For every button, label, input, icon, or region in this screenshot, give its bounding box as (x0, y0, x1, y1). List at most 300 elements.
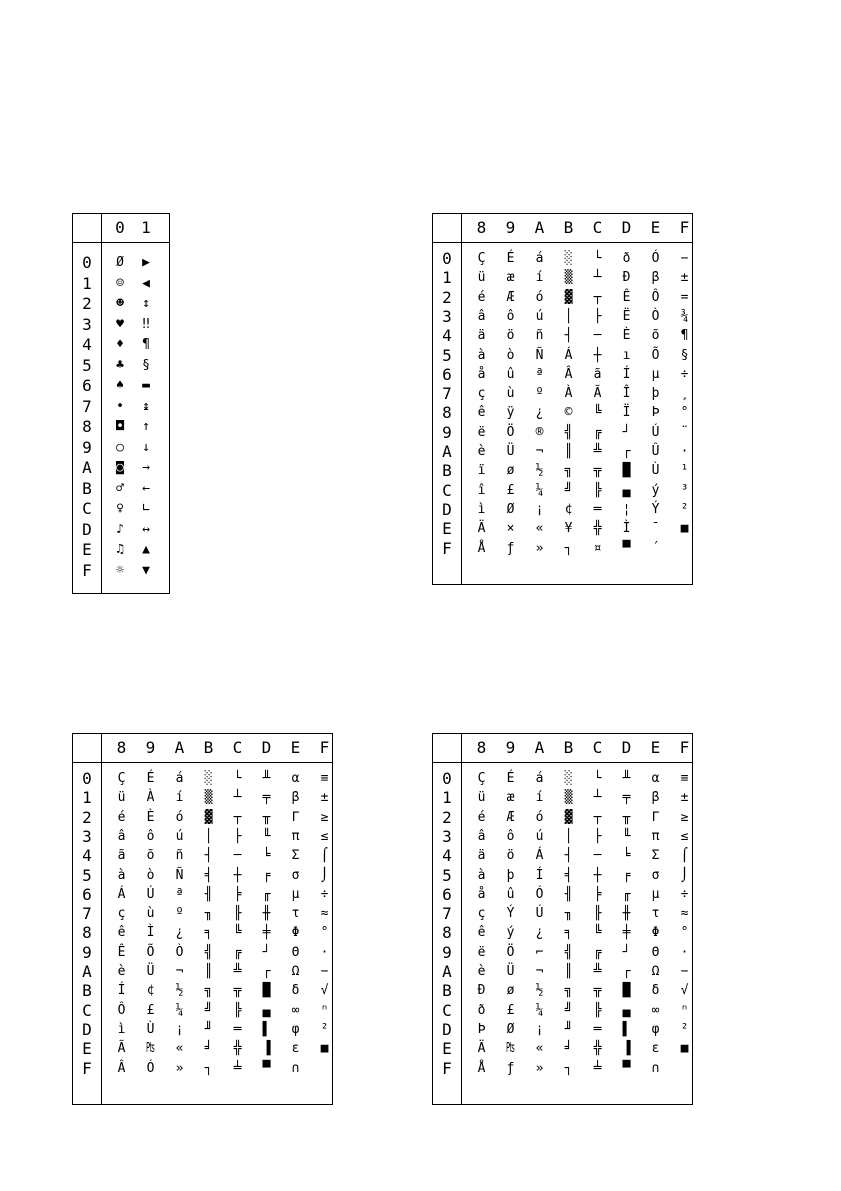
glyph-cell: Ω (291, 964, 300, 979)
glyph-cell: ├ (233, 828, 242, 844)
column-header: 1 (141, 218, 151, 237)
glyph-cell: ½ (175, 983, 184, 999)
glyph-cell: Å (477, 1060, 486, 1076)
glyph-cell: Γ (651, 809, 660, 825)
column-header: B (203, 738, 214, 757)
column-header: 0 (115, 218, 125, 237)
glyph-cell: Ö (506, 944, 515, 960)
glyph-cell: ↨ (142, 398, 150, 414)
glyph-cell: í (535, 270, 544, 286)
glyph-cell: ╔ (233, 944, 242, 960)
row-label: 0 (442, 769, 452, 788)
row-label: 5 (82, 865, 92, 885)
glyph-cell: ã (593, 366, 602, 382)
glyph-cell: ∩ (291, 1060, 300, 1076)
glyph-cell: ├ (593, 308, 602, 324)
glyph-cell: ┤ (564, 848, 573, 864)
glyph-cell: ª (535, 366, 544, 382)
glyph-cell: σ (291, 867, 300, 883)
column-header: C (232, 738, 243, 757)
glyph-cell: þ (651, 386, 660, 402)
glyph-cell: ╚ (593, 925, 602, 941)
glyph-cell: Ü (506, 444, 515, 459)
glyph-cell: ▐ (622, 1041, 631, 1057)
glyph-cell: ▐ (262, 1041, 271, 1057)
glyph-cell: ó (175, 809, 184, 825)
glyph-cell: ♠ (116, 378, 124, 393)
glyph-cell: ▓ (204, 809, 213, 825)
glyph-cell: Σ (651, 848, 660, 864)
glyph-cell: ╗ (564, 983, 573, 999)
glyph-cell: ░ (204, 771, 213, 786)
glyph-cell: Ù (651, 463, 660, 479)
glyph-cell: ² (680, 1021, 689, 1037)
glyph-cell: Ç (477, 251, 486, 266)
glyph-cell: ╛ (204, 1041, 213, 1057)
glyph-cell: ♦ (116, 337, 124, 352)
glyph-cell: º (175, 906, 184, 922)
glyph-cell: Ú (146, 886, 155, 902)
glyph-cell: Î (622, 386, 631, 402)
row-label: E (82, 1039, 92, 1059)
glyph-cell: ¸ (680, 386, 689, 402)
glyph-cell: Ú (651, 424, 660, 440)
glyph-cell: » (175, 1060, 184, 1076)
glyph-cell: ┘ (622, 944, 631, 960)
glyph-cell: ¢ (564, 501, 573, 517)
column-header: E (650, 218, 661, 237)
glyph-cell: Ò (175, 944, 184, 960)
glyph-cell: ║ (204, 964, 213, 979)
glyph-cell: õ (146, 848, 155, 864)
glyph-cell: → (142, 460, 150, 475)
glyph-cell: Ø (506, 501, 515, 517)
glyph-cell: ┘ (622, 424, 631, 440)
glyph-cell: ■ (320, 1041, 329, 1057)
row-label: 8 (442, 403, 452, 423)
glyph-cell: ☺ (116, 275, 124, 291)
glyph-cell: µ (291, 886, 300, 902)
glyph-cell: ╪ (262, 925, 271, 941)
glyph-cell: ¡ (535, 1021, 544, 1037)
glyph-cell: è (477, 444, 486, 459)
glyph-cell: ô (146, 828, 155, 844)
glyph-cell: ï (477, 463, 486, 479)
glyph-cell: ¿ (535, 925, 544, 941)
code-page-table-bottom-left (72, 733, 333, 1105)
glyph-cell: £ (506, 1002, 515, 1018)
glyph-cell: ë (477, 944, 486, 960)
glyph-cell: ╠ (593, 1002, 602, 1018)
glyph-cell: ç (117, 906, 126, 922)
glyph-cell: ° (680, 405, 689, 421)
glyph-cell: ♫ (116, 542, 124, 557)
glyph-cell: ¬ (535, 444, 544, 459)
glyph-cell: ╗ (564, 463, 573, 479)
glyph-cell: Ó (146, 1060, 155, 1076)
glyph-cell: ò (146, 867, 155, 883)
glyph-cell: Ø (506, 1021, 515, 1037)
glyph-cell: Ã (117, 1041, 126, 1057)
row-label-divider (461, 734, 462, 1104)
glyph-cell: ü (117, 790, 126, 806)
row-label: C (82, 1000, 92, 1020)
glyph-cell: ∟ (142, 501, 150, 516)
glyph-cell: ╞ (593, 886, 602, 902)
glyph-cell: « (535, 521, 544, 537)
glyph-cell: Æ (506, 289, 515, 305)
glyph-cell: ← (142, 480, 150, 496)
glyph-cell: Ð (477, 983, 486, 999)
glyph-cell: Í (117, 983, 126, 999)
glyph-cell: ╧ (593, 1060, 602, 1076)
column-header: A (174, 738, 185, 757)
glyph-cell: ┐ (564, 540, 573, 556)
glyph-cell: µ (651, 366, 660, 382)
column-header: E (650, 738, 661, 757)
glyph-cell: ý (651, 482, 660, 498)
glyph-cell: è (117, 964, 126, 979)
glyph-cell: ¨ (680, 424, 689, 440)
glyph-cell: ╝ (564, 482, 573, 498)
row-label: 1 (442, 268, 452, 288)
row-label-divider (101, 214, 102, 593)
glyph-cell: Ò (651, 308, 660, 324)
glyph-cell: ⁿ (680, 1002, 689, 1018)
glyph-cell: ╖ (564, 906, 573, 922)
glyph-cell: ¥ (564, 521, 573, 537)
glyph-cell: ╨ (262, 771, 271, 786)
row-label: 9 (82, 437, 92, 457)
row-label: 4 (82, 846, 92, 866)
glyph-cell: Þ (477, 1021, 486, 1037)
glyph-cell: δ (651, 983, 660, 999)
row-label: 4 (442, 326, 452, 346)
glyph-cell: × (506, 521, 515, 537)
glyph-cell: ↑ (142, 419, 150, 434)
row-label: C (442, 1000, 452, 1020)
row-label: B (442, 981, 452, 1001)
glyph-cell: £ (146, 1002, 155, 1018)
glyph-cell: ╩ (593, 964, 602, 979)
glyph-cell: ╣ (564, 424, 573, 440)
glyph-cell: ▀ (622, 540, 631, 556)
glyph-cell: í (535, 790, 544, 806)
glyph-cell: ┌ (262, 964, 271, 979)
row-label-divider (461, 214, 462, 584)
glyph-cell: á (535, 771, 544, 786)
glyph-cell: ▲ (142, 542, 150, 557)
glyph-cell: é (117, 809, 126, 825)
header-divider (73, 762, 332, 763)
glyph-cell: Φ (291, 925, 300, 941)
glyph-cell: ┴ (593, 790, 602, 806)
glyph-cell: ═ (593, 1021, 602, 1037)
glyph-cell: û (506, 886, 515, 902)
glyph-cell: ÿ (506, 405, 515, 421)
glyph-cell: · (680, 444, 689, 459)
glyph-cell: é (477, 289, 486, 305)
glyph-cell: β (651, 790, 660, 806)
row-label: 6 (82, 884, 92, 904)
glyph-cell: Õ (651, 347, 660, 363)
glyph-cell: ◀ (142, 275, 150, 291)
glyph-cell: þ (506, 867, 515, 883)
glyph-cell: ð (477, 1002, 486, 1018)
glyph-cell: ¼ (535, 1002, 544, 1018)
glyph-cell: ² (680, 501, 689, 517)
glyph-cell: û (506, 366, 515, 382)
glyph-cell: ╔ (593, 424, 602, 440)
glyph-cell: ╬ (593, 1041, 602, 1057)
glyph-cell: Ù (146, 1021, 155, 1037)
glyph-cell: ░ (564, 251, 573, 266)
glyph-cell: ≈ (680, 906, 689, 922)
row-label: 7 (442, 904, 452, 924)
glyph-cell: ╦ (593, 983, 602, 999)
glyph-cell: ä (477, 328, 486, 344)
glyph-cell: © (564, 405, 573, 421)
glyph-cell: Õ (146, 944, 155, 960)
glyph-cell: Ó (651, 251, 660, 266)
glyph-cell: ê (477, 925, 486, 941)
glyph-cell: ì (477, 501, 486, 517)
glyph-cell: õ (651, 328, 660, 344)
glyph-cell: Ê (117, 944, 126, 960)
glyph-cell: ø (506, 983, 515, 999)
glyph-cell: ≥ (320, 809, 329, 825)
column-header: B (563, 738, 574, 757)
glyph-cell: ≥ (680, 809, 689, 825)
glyph-cell: Ç (117, 771, 126, 786)
glyph-cell: ╕ (204, 925, 213, 941)
glyph-cell: ▶ (142, 255, 150, 270)
glyph-cell: Ý (506, 906, 515, 922)
row-label: 0 (442, 249, 452, 268)
glyph-cell: ├ (593, 828, 602, 844)
glyph-cell: ± (680, 790, 689, 806)
glyph-cell: ╡ (564, 867, 573, 883)
row-label: E (82, 540, 92, 559)
column-header: D (261, 738, 272, 757)
glyph-cell: ð (622, 251, 631, 266)
code-page-table-control-chars (72, 213, 170, 594)
glyph-cell: ┴ (593, 270, 602, 286)
column-header: 8 (476, 738, 487, 757)
glyph-cell: ú (535, 308, 544, 324)
glyph-cell: ë (477, 424, 486, 440)
glyph-cell: æ (506, 790, 515, 806)
glyph-cell: ╚ (593, 405, 602, 421)
column-header: D (621, 218, 632, 237)
glyph-cell: ⁿ (320, 1002, 329, 1018)
glyph-cell: ¹ (680, 463, 689, 479)
glyph-cell: ù (506, 386, 515, 402)
glyph-cell: − (680, 964, 689, 979)
row-label: 1 (82, 788, 92, 808)
glyph-cell: ó (535, 809, 544, 825)
glyph-cell: ╠ (593, 482, 602, 498)
glyph-cell: ⌠ (680, 848, 689, 864)
glyph-cell: Â (564, 366, 573, 382)
glyph-cell: ▌ (262, 1021, 271, 1037)
column-header: E (290, 738, 301, 757)
glyph-cell: ╣ (564, 944, 573, 960)
header-divider (433, 242, 692, 243)
glyph-cell: ⌡ (320, 867, 329, 883)
glyph-cell: ³ (680, 482, 689, 498)
row-label: 9 (82, 942, 92, 962)
glyph-cell: ⌐ (535, 944, 544, 960)
glyph-cell: ┤ (204, 848, 213, 864)
row-label: F (442, 538, 452, 558)
row-label: F (442, 1058, 452, 1078)
glyph-cell: ▒ (564, 790, 573, 806)
glyph-cell: ê (117, 925, 126, 941)
glyph-cell: ® (535, 424, 544, 440)
row-label: 2 (82, 294, 92, 313)
glyph-cell: ´ (651, 540, 660, 556)
glyph-cell: ▀ (622, 1060, 631, 1076)
glyph-cell: ö (506, 848, 515, 864)
glyph-cell: µ (651, 886, 660, 902)
glyph-cell: ╚ (233, 925, 242, 941)
glyph-cell: Ñ (535, 347, 544, 363)
column-header: F (679, 218, 690, 237)
glyph-cell: ¶ (142, 337, 150, 352)
glyph-cell: ⌡ (680, 867, 689, 883)
glyph-cell: É (506, 771, 515, 786)
glyph-cell: ┼ (233, 867, 242, 883)
glyph-cell: √ (320, 983, 329, 999)
glyph-cell: ½ (535, 463, 544, 479)
glyph-cell: ╒ (262, 867, 271, 883)
glyph-cell: ≈ (320, 906, 329, 922)
glyph-cell: ñ (535, 328, 544, 344)
glyph-cell: ı (622, 347, 631, 363)
glyph-cell: ╣ (204, 944, 213, 960)
glyph-cell: ┼ (593, 867, 602, 883)
glyph-cell: ┴ (233, 790, 242, 806)
glyph-cell: ╜ (204, 1021, 213, 1037)
row-label: A (82, 458, 92, 477)
glyph-cell: ¿ (175, 925, 184, 941)
row-label: A (442, 962, 452, 981)
glyph-cell: ╤ (262, 790, 271, 806)
glyph-cell: ▓ (564, 809, 573, 825)
glyph-cell: ═ (593, 501, 602, 517)
row-label: B (82, 981, 92, 1001)
glyph-cell: ║ (564, 964, 573, 979)
glyph-cell: ╕ (564, 925, 573, 941)
row-label: 3 (82, 826, 92, 846)
row-label: 5 (82, 355, 92, 375)
glyph-cell: Ô (651, 289, 660, 305)
glyph-cell: ╛ (564, 1041, 573, 1057)
row-label: 7 (442, 384, 452, 404)
glyph-cell: σ (651, 867, 660, 883)
glyph-cell: é (477, 809, 486, 825)
row-label: 6 (82, 376, 92, 395)
glyph-cell: ╦ (233, 983, 242, 999)
row-label: 8 (82, 417, 92, 436)
glyph-cell: Θ (291, 944, 300, 960)
glyph-cell: ¡ (535, 501, 544, 517)
glyph-cell: ▒ (564, 270, 573, 286)
glyph-cell: Ã (593, 386, 602, 402)
row-label: 9 (442, 422, 452, 442)
row-label: 1 (442, 788, 452, 808)
glyph-cell: ╙ (622, 828, 631, 844)
glyph-cell: █ (262, 983, 271, 999)
glyph-cell: » (535, 1060, 544, 1076)
glyph-cell: ╘ (622, 848, 631, 864)
column-header: F (319, 738, 330, 757)
glyph-cell: ¬ (535, 964, 544, 979)
glyph-cell: ┬ (233, 809, 242, 825)
glyph-cell: ☻ (116, 296, 124, 311)
row-label: 3 (442, 826, 452, 846)
glyph-cell: ╥ (622, 809, 631, 825)
glyph-cell: ú (535, 828, 544, 844)
row-label: 6 (442, 884, 452, 904)
glyph-cell: ▓ (564, 289, 573, 305)
glyph-cell: φ (291, 1021, 300, 1037)
header-divider (433, 762, 692, 763)
glyph-cell: ý (506, 925, 515, 941)
glyph-cell: ╬ (233, 1041, 242, 1057)
row-label: A (442, 442, 452, 461)
glyph-cell: ♥ (116, 316, 124, 332)
glyph-cell: ≡ (680, 771, 689, 786)
row-label: C (82, 499, 92, 518)
row-label: E (442, 519, 452, 539)
row-label: 8 (82, 923, 92, 943)
glyph-cell: ¶ (680, 328, 689, 344)
glyph-cell: ö (506, 328, 515, 344)
glyph-cell: α (651, 771, 660, 786)
glyph-cell: π (291, 828, 300, 844)
glyph-cell: ◘ (116, 419, 124, 434)
row-label: F (82, 560, 92, 580)
glyph-cell: ‼ (142, 316, 150, 332)
glyph-cell: ▄ (622, 482, 631, 498)
glyph-cell: ╬ (593, 521, 602, 537)
row-label: 0 (82, 769, 92, 788)
row-label: 2 (82, 807, 92, 827)
glyph-cell: β (651, 270, 660, 286)
glyph-cell: » (535, 540, 544, 556)
glyph-cell: å (477, 366, 486, 382)
glyph-cell: √ (680, 983, 689, 999)
glyph-cell: Γ (291, 809, 300, 825)
glyph-cell: ± (680, 270, 689, 286)
glyph-cell: ╢ (564, 886, 573, 902)
glyph-cell: ∞ (291, 1002, 300, 1018)
row-label: 6 (442, 364, 452, 384)
glyph-cell: Û (651, 444, 660, 459)
glyph-cell: ↔ (142, 521, 150, 537)
glyph-cell: Ç (477, 771, 486, 786)
glyph-cell: └ (593, 251, 602, 266)
glyph-cell: α (291, 771, 300, 786)
glyph-cell: ÷ (680, 366, 689, 382)
glyph-cell: ╒ (622, 867, 631, 883)
glyph-cell: æ (506, 270, 515, 286)
code-page-table-bottom-right (432, 733, 693, 1105)
glyph-cell: ╓ (262, 886, 271, 902)
row-label: F (82, 1058, 92, 1078)
